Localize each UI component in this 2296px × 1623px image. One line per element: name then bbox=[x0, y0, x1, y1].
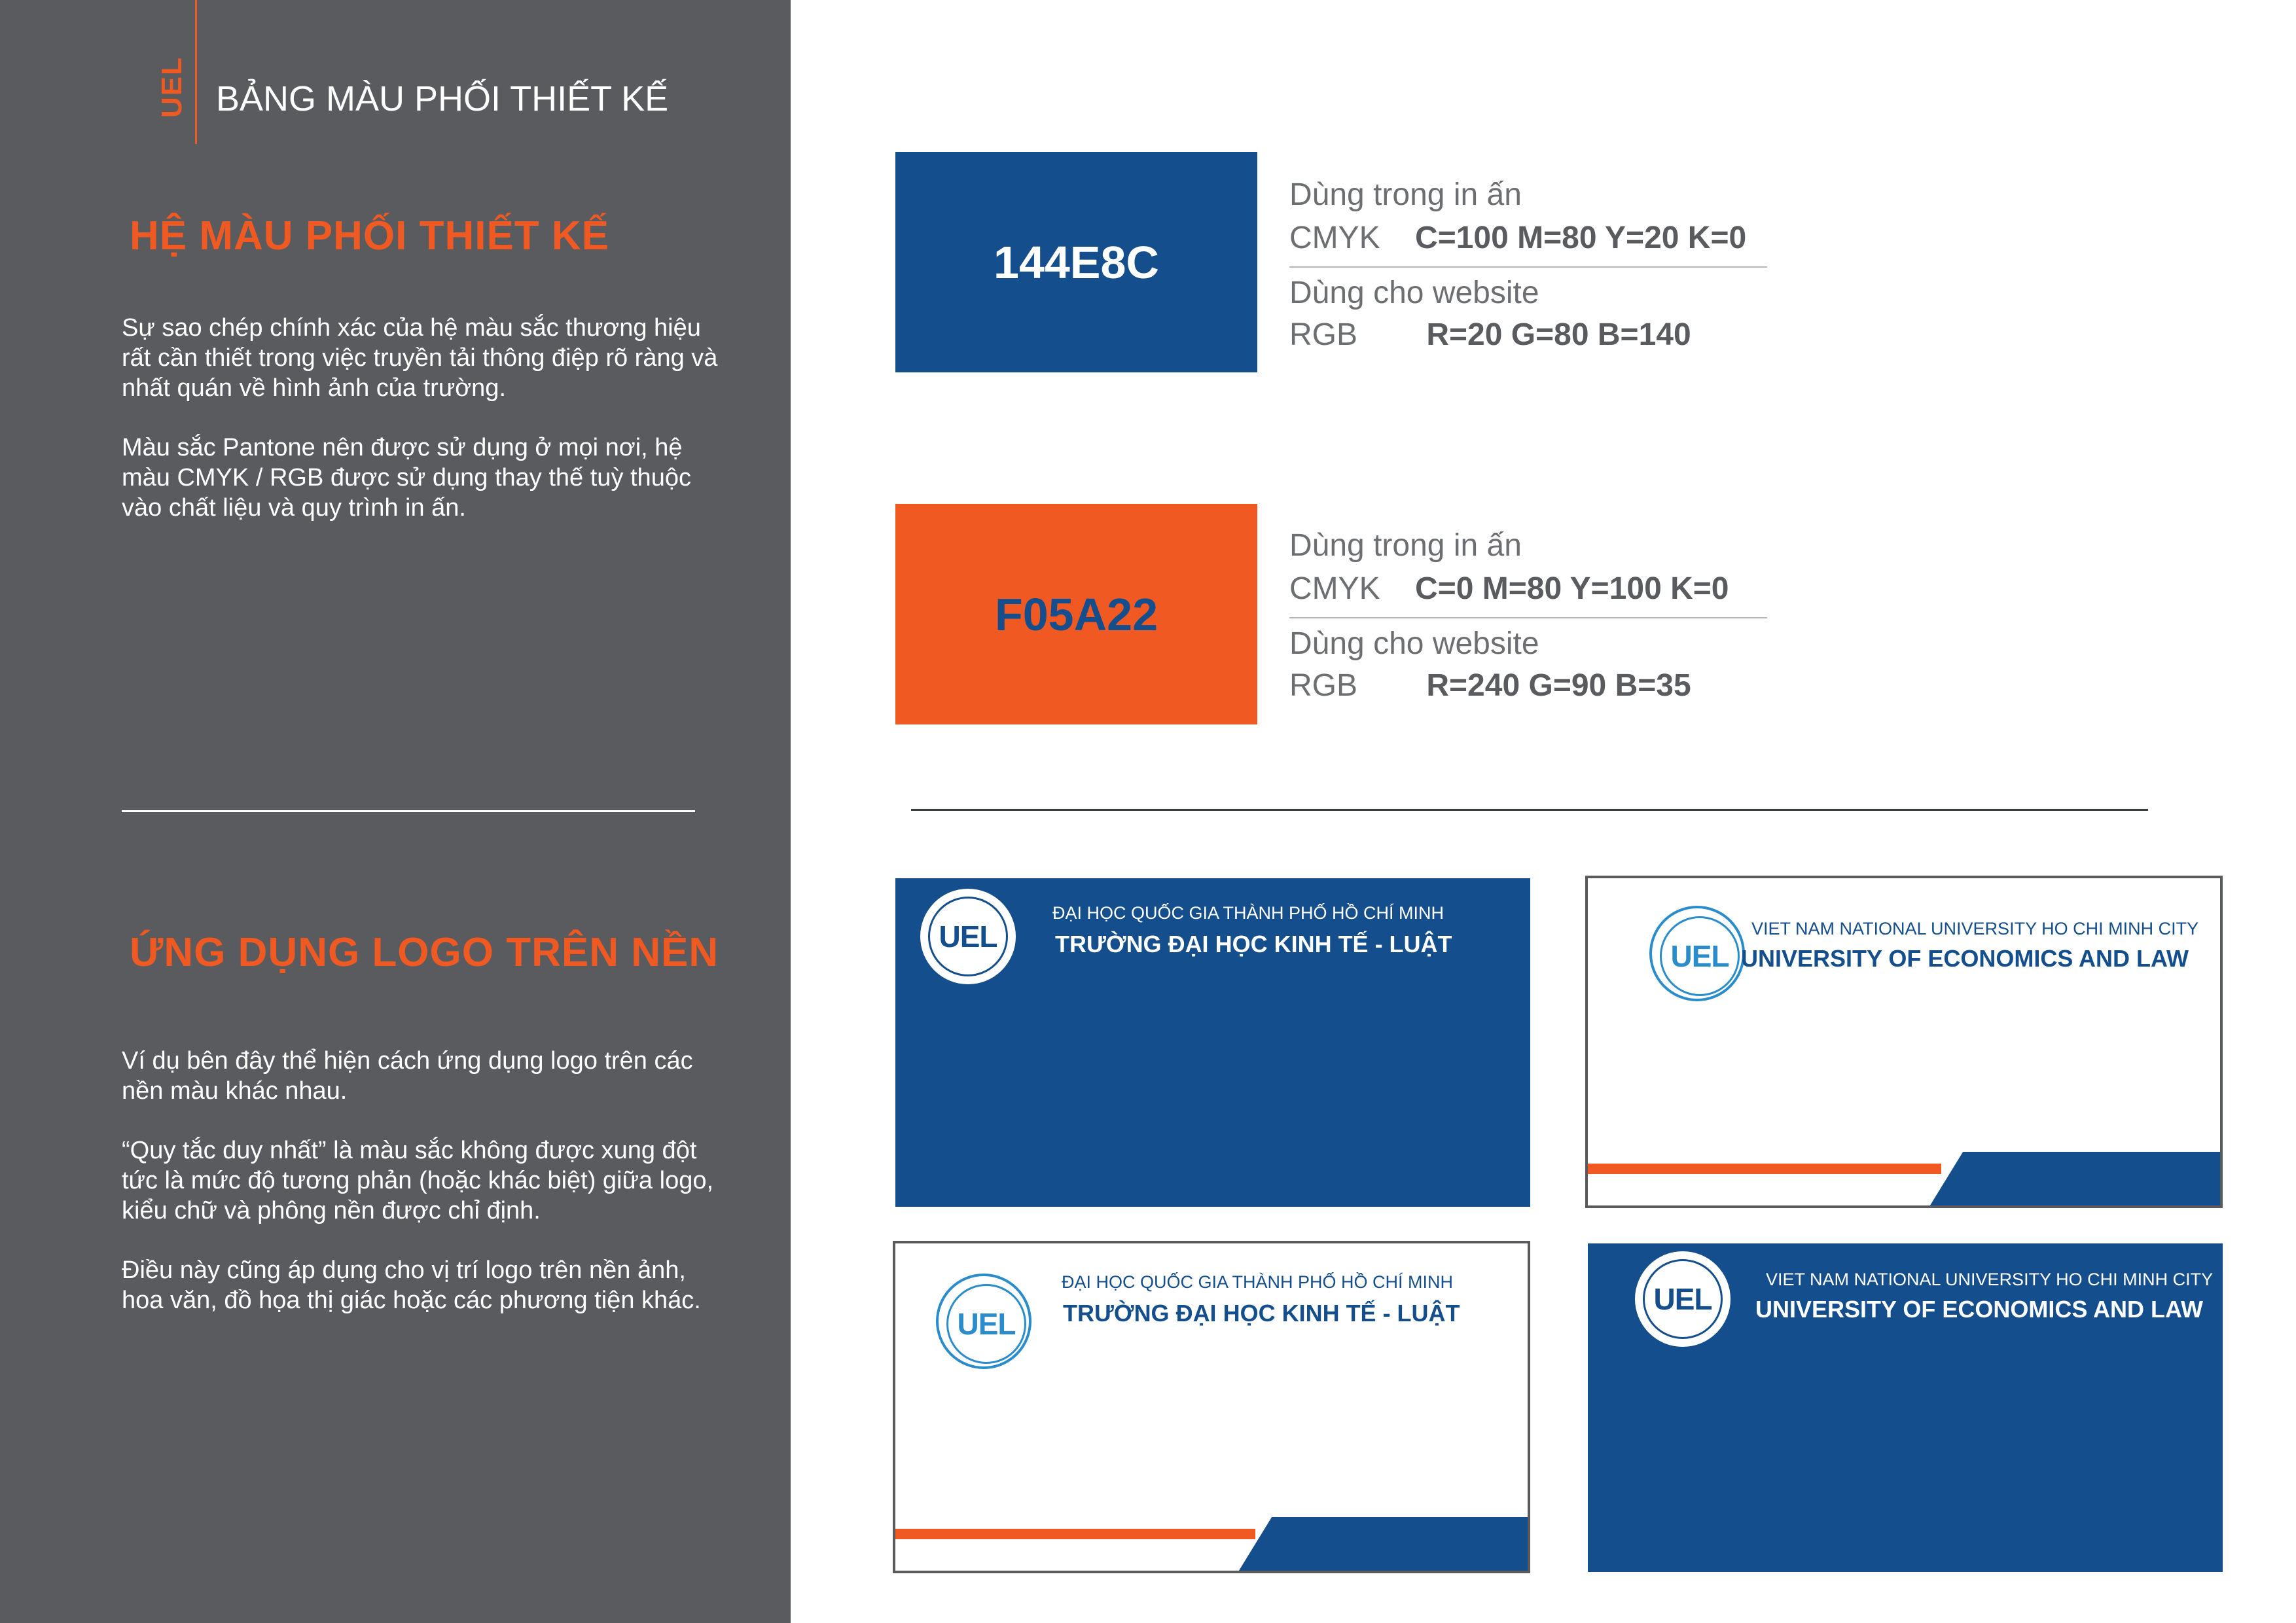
spec-rgb-value: R=20 G=80 B=140 bbox=[1426, 317, 1691, 352]
logo-paragraph: Ví dụ bên đây thể hiện cách ứng dụng logo trên các nền màu khác nhau. bbox=[122, 1047, 693, 1105]
logo-paragraph: “Quy tắc duy nhất” là màu sắc không được xung đột tức là mức độ tương phản (hoặc khác biệt) giữa logo, kiểu chữ và phông nền được chỉ định. bbox=[122, 1137, 714, 1224]
card-line1: ĐẠI HỌC QUỐC GIA THÀNH PHỐ HỒ CHÍ MINH bbox=[1052, 903, 1444, 923]
spec-rgb-row bbox=[1289, 668, 1691, 704]
left-divider bbox=[122, 810, 695, 812]
card-line1: VIET NAM NATIONAL UNIVERSITY HO CHI MINH CITY bbox=[1766, 1270, 2214, 1289]
spec-rgb-value: R=240 G=90 B=35 bbox=[1426, 668, 1691, 703]
card-line1: ĐẠI HỌC QUỐC GIA THÀNH PHỐ HỒ CHÍ MINH bbox=[1062, 1272, 1454, 1292]
spec-print-label: Dùng trong in ấn bbox=[1289, 528, 1522, 563]
uel-vertical-tag: UEL bbox=[156, 56, 188, 118]
color-swatch-blue bbox=[895, 152, 1257, 372]
card-line1: VIET NAM NATIONAL UNIVERSITY HO CHI MINH CITY bbox=[1751, 919, 2199, 938]
colors-paragraph: Sự sao chép chính xác của hệ màu sắc thương hiệu rất cần thiết trong việc truyền tải thông điệp rõ ràng và nhất quán về hình ảnh của trường. bbox=[122, 314, 718, 402]
logo-card-blue-en bbox=[1588, 1243, 2223, 1572]
colors-section-text bbox=[122, 313, 730, 552]
spec-web-label: Dùng cho website bbox=[1289, 626, 1539, 661]
logo-paragraph: Điều này cũng áp dụng cho vị trí logo trên nền ảnh, hoa văn, đồ họa thị giác hoặc các phương tiện khác. bbox=[122, 1257, 701, 1314]
spec-rule bbox=[1289, 617, 1767, 618]
swatch-hex: F05A22 bbox=[994, 588, 1158, 640]
blue-wedge bbox=[1236, 1517, 1530, 1573]
uel-seal-icon: UEL bbox=[920, 889, 1016, 984]
uel-seal-icon: UEL bbox=[1635, 1251, 1731, 1347]
colors-section-title: HỆ MÀU PHỐI THIẾT KẾ bbox=[130, 213, 610, 259]
swatch-hex: 144E8C bbox=[994, 236, 1159, 288]
spec-rule bbox=[1289, 266, 1767, 268]
right-divider bbox=[911, 809, 2148, 811]
spec-cmyk-row bbox=[1289, 220, 1746, 256]
spec-cmyk-row bbox=[1289, 571, 1729, 607]
colors-paragraph: Màu sắc Pantone nên được sử dụng ở mọi nơi, hệ màu CMYK / RGB được sử dụng thay thế tuỳ thuộc vào chất liệu và quy trình in ấn. bbox=[122, 434, 691, 522]
spec-cmyk-label: CMYK bbox=[1289, 221, 1380, 255]
spec-web-label: Dùng cho website bbox=[1289, 276, 1539, 310]
logo-section-title: ỨNG DỤNG LOGO TRÊN NỀN bbox=[130, 930, 719, 975]
page-title: BẢNG MÀU PHỐI THIẾT KẾ bbox=[216, 79, 669, 118]
spec-cmyk-value: C=100 M=80 Y=20 K=0 bbox=[1415, 221, 1747, 255]
logo-card-blue-vi bbox=[895, 878, 1530, 1207]
orange-stripe bbox=[895, 1529, 1255, 1539]
spec-rgb-label: RGB bbox=[1289, 317, 1358, 352]
color-swatch-orange bbox=[895, 504, 1257, 724]
orange-stripe bbox=[1588, 1164, 1941, 1174]
spec-cmyk-value: C=0 M=80 Y=100 K=0 bbox=[1415, 571, 1729, 606]
uel-seal-icon: UEL bbox=[1649, 906, 1745, 1001]
card-line2: TRƯỜNG ĐẠI HỌC KINH TẾ - LUẬT bbox=[1055, 931, 1452, 957]
header-accent-rule bbox=[195, 0, 197, 144]
spec-cmyk-label: CMYK bbox=[1289, 571, 1380, 606]
logo-section-text bbox=[122, 1046, 730, 1345]
card-line2: UNIVERSITY OF ECONOMICS AND LAW bbox=[1755, 1296, 2204, 1323]
spec-print-label: Dùng trong in ấn bbox=[1289, 177, 1522, 212]
blue-wedge bbox=[1927, 1152, 2223, 1208]
logo-card-white-vi bbox=[893, 1241, 1530, 1573]
logo-card-white-en bbox=[1585, 876, 2223, 1208]
card-line2: TRƯỜNG ĐẠI HỌC KINH TẾ - LUẬT bbox=[1063, 1300, 1460, 1327]
card-line2: UNIVERSITY OF ECONOMICS AND LAW bbox=[1741, 945, 2189, 972]
uel-seal-icon: UEL bbox=[936, 1274, 1031, 1369]
spec-rgb-label: RGB bbox=[1289, 668, 1358, 703]
spec-rgb-row bbox=[1289, 317, 1691, 353]
